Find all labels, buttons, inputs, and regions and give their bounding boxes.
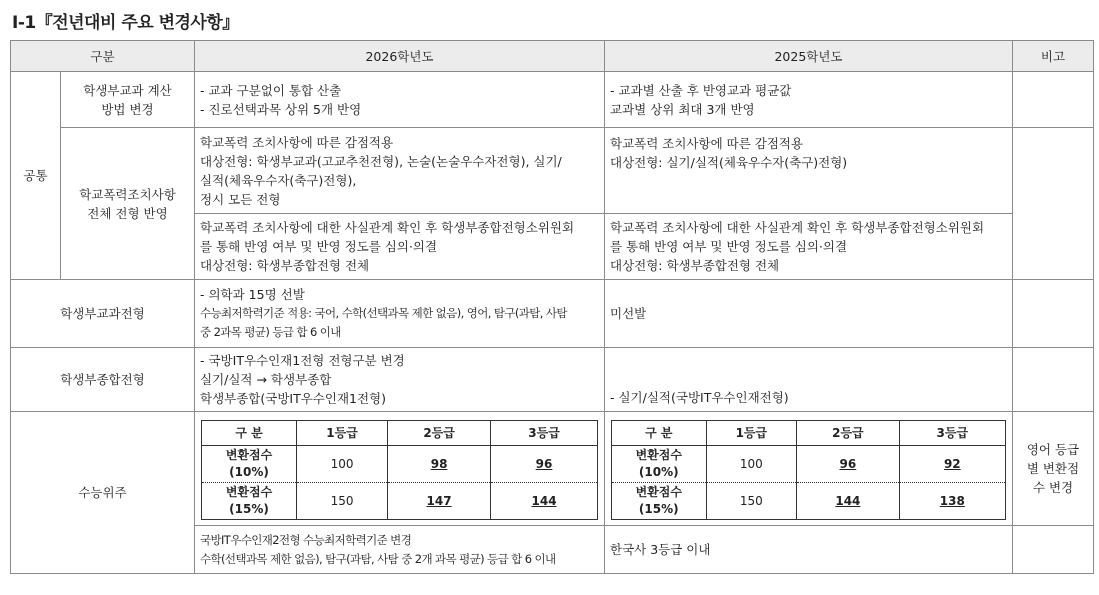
- violence-old-2: 학교폭력 조치사항에 대한 사실관계 확인 후 학생부종합전형소위원회 를 통해 반영 여부 및 반영 정도를 심의·의결 대상전형: 학생부종합전형 전체: [605, 214, 1013, 280]
- grade-value: 100: [297, 446, 388, 483]
- grade-value: 98: [388, 446, 491, 483]
- header-note: 비고: [1013, 41, 1094, 72]
- violence-old-1: 학교폭력 조치사항에 따른 감점적용 대상전형: 실기/실적(체육우수자(축구)전형): [605, 128, 1013, 214]
- grade-header: 1등급: [706, 421, 797, 446]
- grade-value: 96: [491, 446, 598, 483]
- violence-new-1: 학교폭력 조치사항에 따른 감점적용 대상전형: 학생부교과(고교추천전형), 논술(논술우수자전형), 실기/ 실적(체육우수자(축구)전형), 정시 모든 전형: [195, 128, 605, 214]
- grade-value: 138: [899, 483, 1005, 520]
- grade-row-label: 변환점수 (10%): [202, 446, 297, 483]
- row-calc: [11, 72, 1094, 128]
- grade-value: 144: [491, 483, 598, 520]
- suneung-new-cell: [195, 412, 605, 526]
- calc-old: - 교과별 산출 후 반영교과 평균값 교과별 상위 최대 3개 반영: [605, 72, 1013, 128]
- violence-note: [1013, 128, 1094, 280]
- grade-table-2025: [611, 420, 1006, 520]
- grade-table-2026: [201, 420, 598, 520]
- jonghap-old: - 실기/실적(국방IT우수인재전형): [605, 348, 1013, 412]
- gyogwa-old: 미선발: [605, 280, 1013, 348]
- grade-header: 1등급: [297, 421, 388, 446]
- suneung-label: 수능위주: [11, 412, 195, 574]
- grade-value: 150: [297, 483, 388, 520]
- grade-header: 구 분: [202, 421, 297, 446]
- jonghap-new: - 국방IT우수인재1전형 전형구분 변경 실기/실적 → 학생부종합 학생부종합(국방IT우수인재1전형): [195, 348, 605, 412]
- jonghap-note: [1013, 348, 1094, 412]
- gyogwa-new: - 의학과 15명 선발 수능최저학력기준 적용: 국어, 수학(선택과목 제한 없음), 영어, 탐구(과탐, 사탐 중 2과목 평균) 등급 합 6 이내: [195, 280, 605, 348]
- calc-note: [1013, 72, 1094, 128]
- violence-new-2: 학교폭력 조치사항에 대한 사실관계 확인 후 학생부종합전형소위원회 를 통해 반영 여부 및 반영 정도를 심의·의결 대상전형: 학생부종합전형 전체: [195, 214, 605, 280]
- header-year-old: 2025학년도: [605, 41, 1013, 72]
- grade-row-label: 변환점수 (15%): [202, 483, 297, 520]
- calc-label: 학생부교과 계산 방법 변경: [61, 72, 195, 128]
- grade-header: 3등급: [899, 421, 1005, 446]
- grade-header: 2등급: [388, 421, 491, 446]
- suneung-extra-new: 국방IT우수인재2전형 수능최저학력기준 변경 수학(선택과목 제한 없음), 탐구(과탐, 사탐 중 2개 과목 평균) 등급 합 6 이내: [195, 526, 605, 574]
- grade-row-label: 변환점수 (10%): [612, 446, 707, 483]
- grade-header: 3등급: [491, 421, 598, 446]
- row-gyogwa: [11, 280, 1094, 348]
- suneung-note: 영어 등급 별 변환점 수 변경: [1013, 412, 1094, 526]
- grade-value: 150: [706, 483, 797, 520]
- row-suneung-table: [11, 412, 1094, 526]
- grade-header: 2등급: [797, 421, 899, 446]
- row-violence-1: [11, 128, 1094, 214]
- suneung-extra-old: 한국사 3등급 이내: [605, 526, 1013, 574]
- gyogwa-label: 학생부교과전형: [11, 280, 195, 348]
- grade-header: 구 분: [612, 421, 707, 446]
- suneung-extra-note: [1013, 526, 1094, 574]
- violence-label: 학교폭력조치사항 전체 전형 반영: [61, 128, 195, 280]
- calc-new: - 교과 구분없이 통합 산출 - 진로선택과목 상위 5개 반영: [195, 72, 605, 128]
- grade-value: 100: [706, 446, 797, 483]
- grade-value: 92: [899, 446, 1005, 483]
- grade-value: 96: [797, 446, 899, 483]
- suneung-old-cell: [605, 412, 1013, 526]
- gyogwa-note: [1013, 280, 1094, 348]
- header-row: [11, 41, 1094, 72]
- grade-row-label: 변환점수 (15%): [612, 483, 707, 520]
- row-jonghap: [11, 348, 1094, 412]
- header-year-new: 2026학년도: [195, 41, 605, 72]
- common-label: 공통: [11, 72, 61, 280]
- header-category: 구분: [11, 41, 195, 72]
- jonghap-label: 학생부종합전형: [11, 348, 195, 412]
- grade-value: 147: [388, 483, 491, 520]
- grade-value: 144: [797, 483, 899, 520]
- page-title: Ⅰ-1『전년대비 주요 변경사항』: [12, 13, 239, 33]
- changes-table: [10, 40, 1094, 574]
